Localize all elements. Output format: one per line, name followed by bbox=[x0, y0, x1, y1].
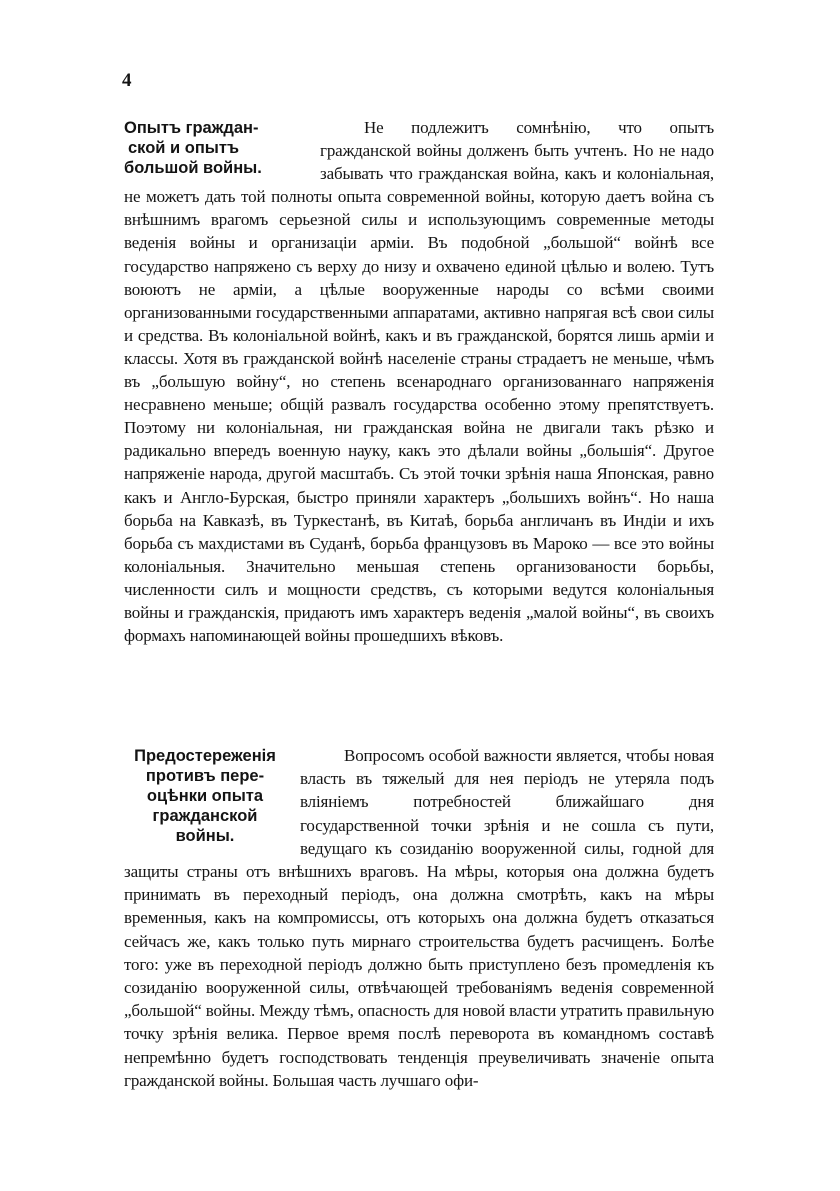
page-number: 4 bbox=[122, 70, 132, 91]
heading-line: Предостереженія bbox=[134, 747, 276, 765]
heading-line: большой войны. bbox=[124, 159, 262, 177]
section-paragraph: Вопросомъ особой важности является, чтобы новая власть въ тяжелый для нея періодъ не утеряла подъ вліяніемъ потребностей ближайшаго дня государственной точки зрѣнія и не сошла съ пути, ведущаго къ созиданію вооруженной силы, годной для защиты страны отъ внѣшнихъ враговъ. На мѣры, которыя она должна будетъ принимать въ переходный періодъ, она должна смотрѣть, какъ на мѣры временныя, какъ на компромиссы, отъ которыхъ она должна будетъ отказаться сейчасъ же, какъ только путь мирнаго строительства будетъ расчищенъ. Болѣе того: уже въ переходной періодъ должно быть приступлено безъ промедленія къ созиданію вооруженной силы, отвѣчающей требованіямъ веденія современной „большой“ войны. Между тѣмъ, опасность для новой власти утратить правильную точку зрѣнія велика. Первое время послѣ переворота въ командномъ составѣ непремѣнно будетъ господствовать тенденція преувеличивать значеніе опыта гражданской войны. Большая часть лучшаго офи- bbox=[124, 746, 714, 1090]
heading-line: оцѣнки опыта bbox=[146, 787, 264, 805]
heading-line: войны. bbox=[175, 827, 235, 845]
heading-line: противъ пере- bbox=[145, 767, 265, 785]
section-warnings-overestimation bbox=[124, 744, 714, 1092]
heading-line: гражданской bbox=[152, 807, 258, 825]
section-heading bbox=[124, 746, 286, 846]
section-civil-war-experience bbox=[124, 116, 714, 647]
section-paragraph: Не подлежитъ сомнѣнію, что опытъ гражданской войны долженъ быть учтенъ. Но не надо забывать что гражданская война, какъ и колоніальная, не можетъ дать той полноты опыта современной войны, которую даетъ война съ внѣшнимъ врагомъ серьезной силы и использующимъ современные методы веденія войны и организаціи арміи. Въ подобной „большой“ войнѣ все государство напряжено съ верху до низу и охвачено единой цѣлью и волею. Тутъ воюютъ не арміи, а цѣлые вооруженные народы со всѣми своими организованными государственными аппаратами, активно напрягая всѣ свои силы и средства. Въ колоніальной войнѣ, какъ и въ гражданской, борятся лишь арміи и классы. Хотя въ гражданской войнѣ населеніе страны страдаетъ не меньше, чѣмъ въ „большую войну“, но степень всенароднаго организованнаго напряженія несравнено меньше; общій развалъ государства особенно этому препятствуетъ. Поэтому ни колоніальная, ни гражданская война не двигали такъ рѣзко и радикально впередъ военную науку, какъ это дѣлали войны „большія“. Другое напряженіе народа, другой масштабъ. Съ этой точки зрѣнія наша Японская, равно какъ и Англо-Бурская, быстро приняли характеръ „большихъ войнъ“. Но наша борьба на Кавказѣ, въ Туркестанѣ, въ Китаѣ, борьба англичанъ въ Индіи и ихъ борьба съ махдистами въ Суданѣ, борьба французовъ въ Мароко — все это войны колоніальныя. Значительно меньшая степень организованости борьбы, численности силъ и мощности средствъ, съ которыми ведутся колоніальныя войны и гражданскія, придаютъ имъ характеръ веденія „малой войны“, въ своихъ формахъ напоминающей войны прошедшихъ вѣковъ. bbox=[124, 118, 714, 646]
section-heading bbox=[124, 118, 306, 178]
heading-line: ской и опытъ bbox=[128, 139, 239, 157]
heading-line: Опытъ граждан- bbox=[124, 119, 259, 137]
